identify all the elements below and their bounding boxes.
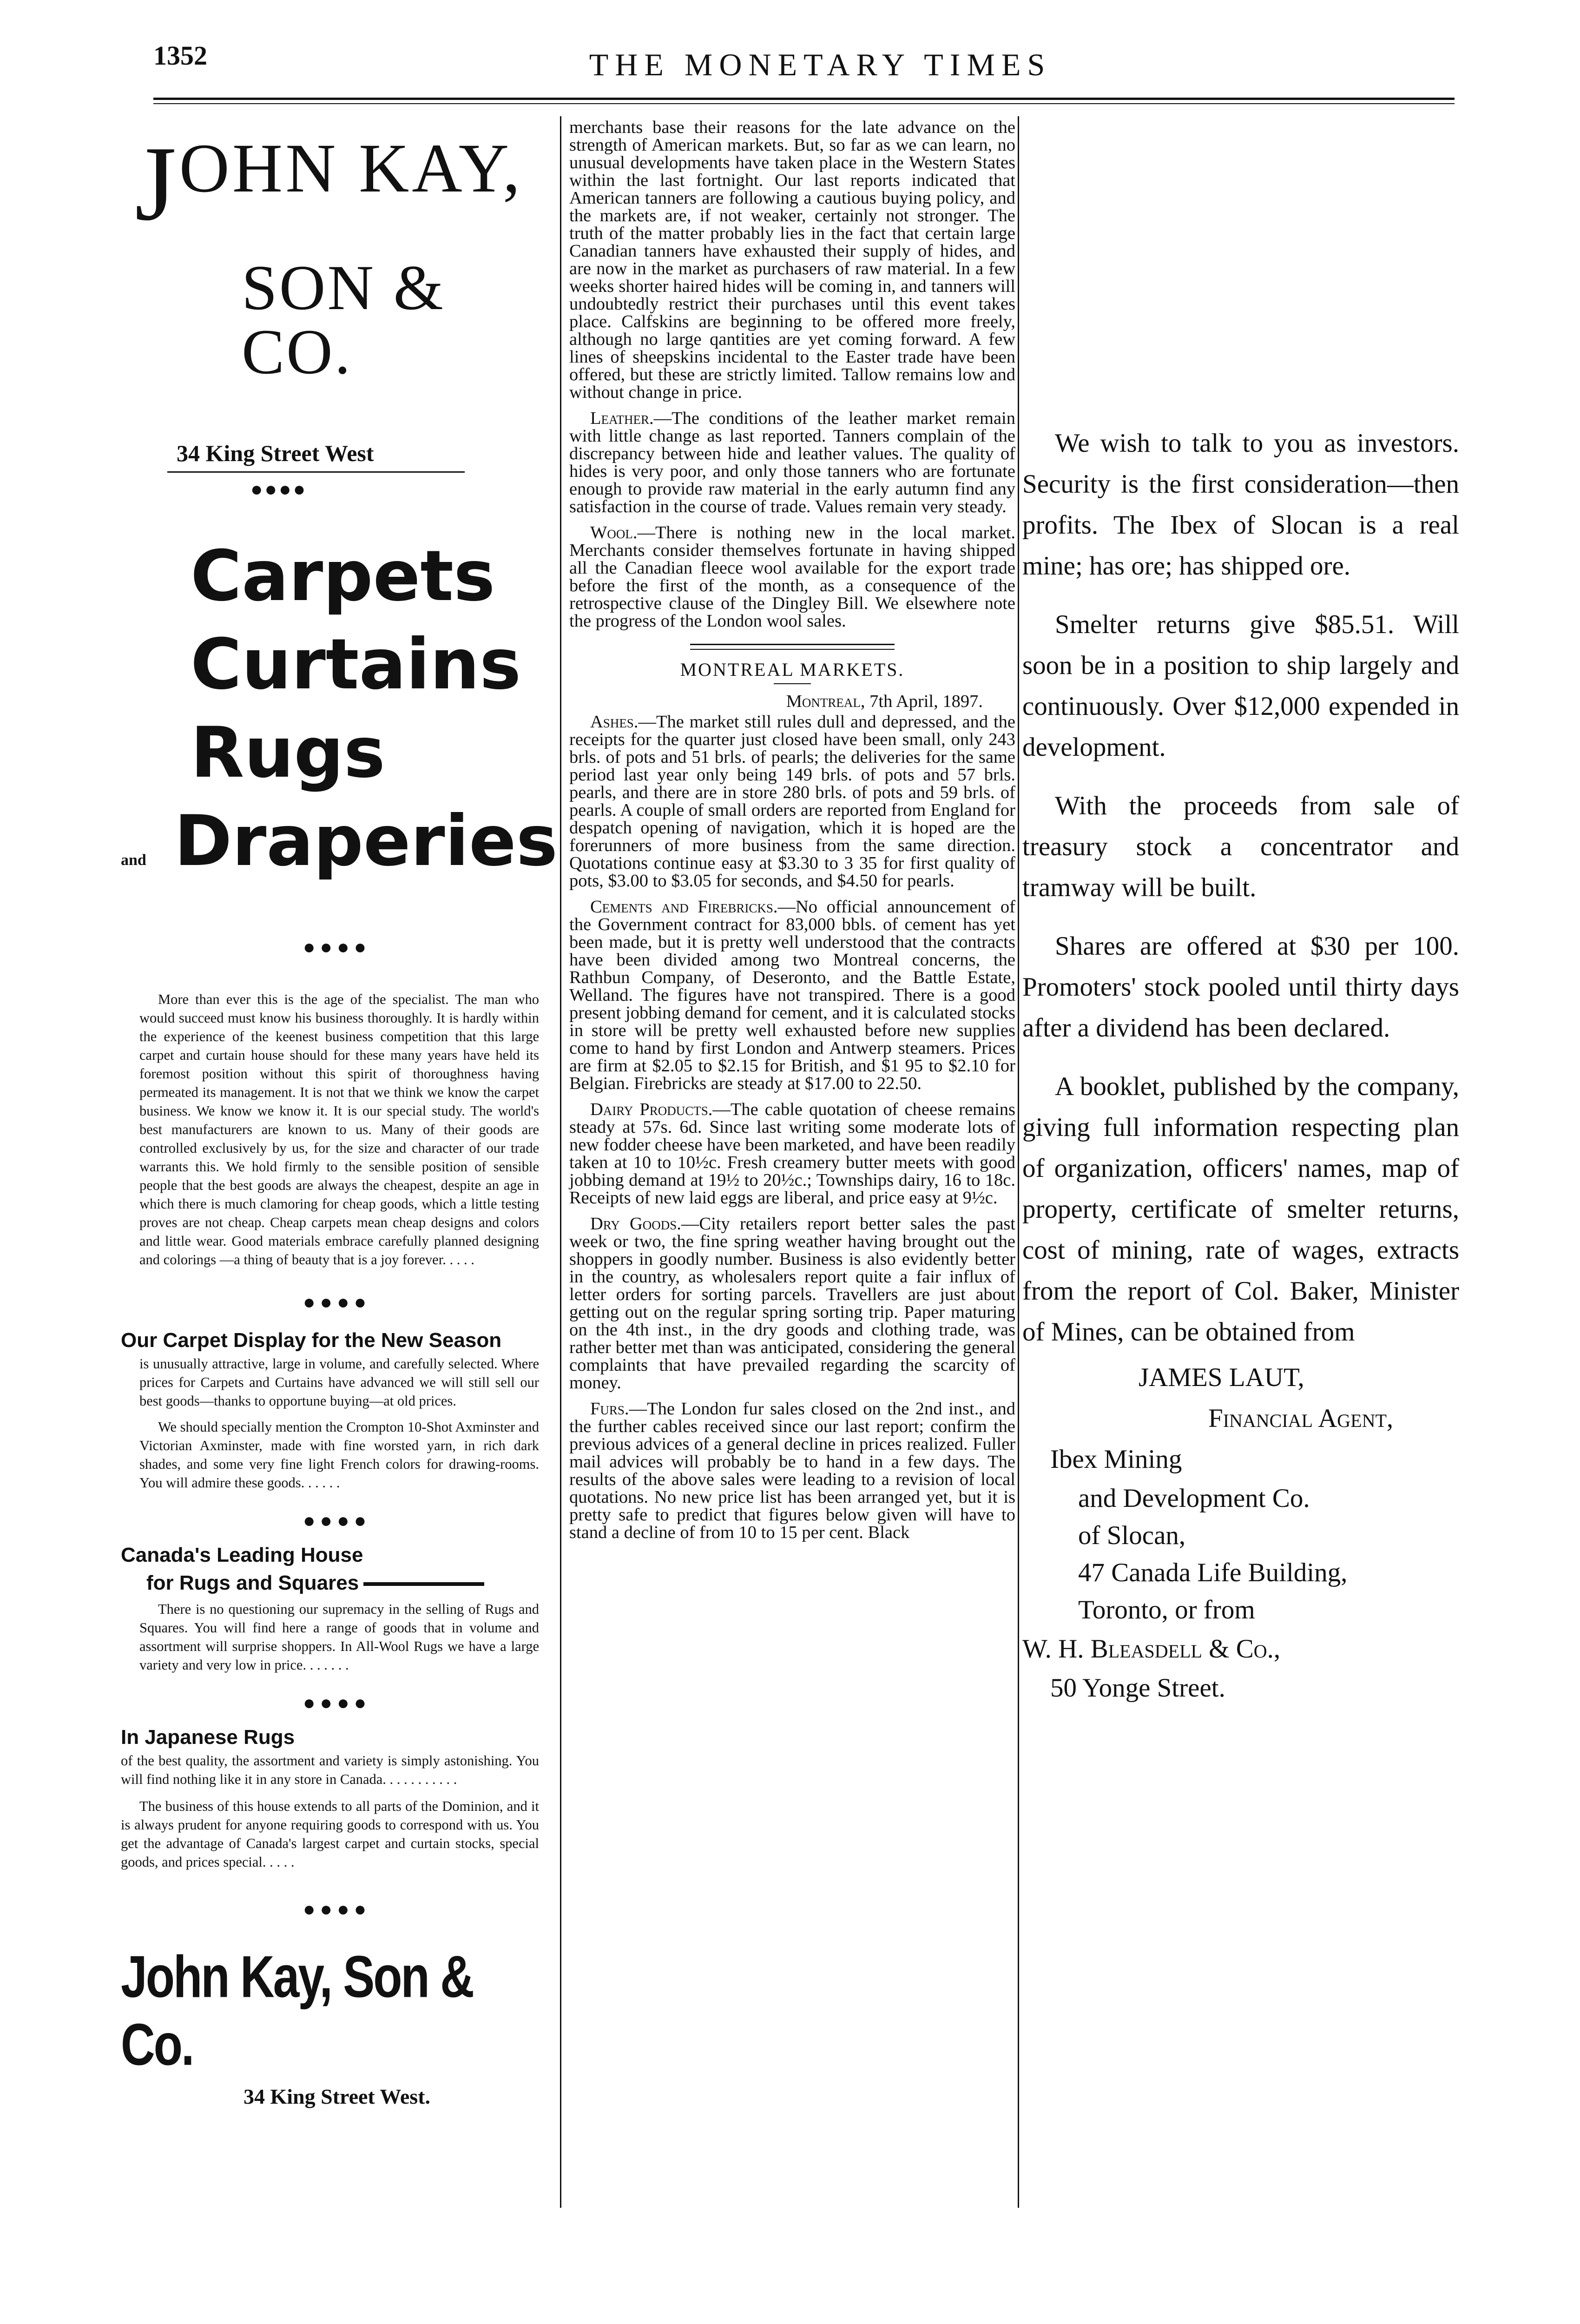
wool-text: —There is nothing new in the local market. Merchants consider themselves fortunate in having shipped all the Canadian fleece wool available for the export trade before the first of the month, as a consequence of the retrospective clause of the Dingley Bill. We elsewhere note the progress of the London wool sales. [569,523,1015,631]
agent-address-1: 47 Canada Life Building, [1078,1558,1348,1587]
company-name-1: Ibex Mining [1050,1445,1182,1474]
ashes-heading: Ashes. [590,712,639,732]
ad-heading-swash [363,1582,484,1586]
wool-paragraph [569,524,1015,630]
ad-product-list [121,532,558,905]
column-rule-left [560,116,561,2208]
ad-ornament-dots: ●●●● [250,478,308,501]
agent-title: Financial Agent, [1208,1404,1394,1433]
product-carpets: Carpets [191,536,495,617]
ibex-advertisement [1022,423,1459,1707]
ad-japanese-rugs-text: of the best quality, the assortment and variety is simply astonishing. You will find nothing like it in any store in Canada. . . . . . . . . . . [121,1753,539,1787]
wool-heading: Wool. [590,523,638,542]
masthead: THE MONETARY TIMES [589,47,1052,82]
ibex-paragraph-smelter: Smelter returns give $85.51. Will soon be in a position to ship largely and continuously. Over $12,000 expended in development. [1022,610,1459,762]
ad-heading-carpet-display: Our Carpet Display for the New Season [121,1329,502,1352]
agent-name: JAMES LAUT, [1139,1363,1304,1392]
furs-heading: Furs. [590,1399,629,1419]
ashes-paragraph [569,713,1015,890]
column-rule-right [1018,116,1019,2208]
market-report-column [569,119,1015,1541]
ad-firm-name-line2: SON & CO. [242,252,445,387]
alternate-agent: W. H. Bleasdell & Co., [1022,1634,1281,1664]
ad-footer-firm-name: John Kay, Son & Co. [121,1943,473,2078]
cements-paragraph [569,898,1015,1092]
ibex-paragraph-proceeds: With the proceeds from sale of treasury stock a concentrator and tramway will be built. [1022,791,1459,902]
dateline-date: 7th April, 1897. [869,692,983,711]
ad-footer-address: 34 King Street West. [243,2085,431,2108]
ad-heading-japanese-rugs: In Japanese Rugs [121,1726,295,1749]
cements-heading: Cements and Firebricks. [590,897,778,917]
section-divider: ●●●● [303,1691,371,1714]
leather-heading: Leather. [590,409,654,428]
section-divider: ●●●● [303,1509,371,1532]
section-rule [690,644,895,645]
section-divider: ●●●● [303,1291,371,1314]
ashes-text: —The market still rules dull and depressed, and the receipts for the quarter just closed have been small, only 243 brls. of pots and 51 brls. of pearls; the deliveries for the same period last year only being 149 brls. of pots and 57 brls. pearls, and there are in store 280 brls. of pots and 59 brls. of pearls. A couple of small orders are reported from England for despatch opening of navigation, which it is hoped are the forerunners of more business from the same direction. Quotations continue easy at $3.30 to 3 35 for first quality of pots, $3.00 to $3.05 for seconds, and $4.50 for pearls. [569,712,1015,891]
section-rule [690,649,895,650]
title-rule [774,683,811,684]
company-name-2: and Development Co. [1078,1484,1310,1513]
cements-text: —No official announcement of the Government contract for 83,000 bbls. of cement has yet been made, but it is pretty well understood that the contracts have been divided among two Montreal concerns, the Rathbun Company, of Deseronto, and the Battle Estate, Welland. The figures have not transpired. There is a good present jobbing demand for cement, and it is calculated stocks in store will be pretty well exhausted before new supplies come to hand by first London and Antwerp steamers. Prices are firm at $2.05 to $2.15 for British, and $1 95 to $2.10 for Belgian. Firebricks are steady at $17.00 to 22.50. [569,897,1015,1093]
ad-heading-leading-house: Canada's Leading House [121,1544,363,1566]
john-kay-advertisement [121,124,558,2109]
dateline-place: Montreal, [786,692,865,711]
ibex-paragraph-shares: Shares are offered at $30 per 100. Promoters' stock pooled until thirty days after a dividend has been declared. [1022,931,1459,1043]
product-rugs: Rugs [191,713,385,793]
furs-paragraph [569,1400,1015,1541]
company-name-3: of Slocan, [1078,1521,1186,1550]
montreal-markets-title: MONTREAL MARKETS. [680,659,905,680]
ad-carpet-display-text: is unusually attractive, large in volume, and carefully selected. Where prices for Carpets and Curtains have advanced we will still sell our best goods—thanks to opportune buying—at old prices. [139,1356,539,1409]
header-rule [153,98,1455,100]
dry-goods-heading: Dry Goods. [590,1214,681,1234]
ad-address-rule [167,471,465,473]
section-divider: ●●●● [303,936,371,958]
ad-firm-name-rest: OHN KAY, [179,130,523,207]
dry-goods-text: —City retailers report better sales the past week or two, the fine spring weather having brought out the shoppers in goodly number. Business is also evidently better in the country, as wholesalers report quite a fair influx of letter orders for sorting parcels. Travellers are just about getting out on the regular spring sorting trip. Paper maturing on the 4th inst., in the dry goods and clothing trade, was rather better met than was anticipated, considering the general complaints that have prevailed regarding the scarcity of money. [569,1214,1015,1393]
ad-address: 34 King Street West [177,440,374,466]
product-curtains: Curtains [191,624,521,705]
dateline [569,693,1015,710]
page-number: 1352 [153,40,207,71]
dairy-paragraph [569,1101,1015,1207]
agent-address-2: Toronto, or from [1078,1595,1255,1624]
and-word: and [121,852,146,869]
header-rule-thin [153,103,1455,104]
ad-dominion-text: The business of this house extends to all parts of the Dominion, and it is always prudent for anyone requiring goods to correspond with us. You get the advantage of Canada's largest carpet and curtain stocks, special goods, and prices special. . . . . [121,1798,539,1870]
ad-heading-rugs-squares [146,1569,553,1597]
section-divider: ●●●● [303,1898,371,1921]
ad-rugs-text: There is no questioning our supremacy in the selling of Rugs and Squares. You will find here a range of goods that in volume and assortment will surprise shoppers. In All-Wool Rugs we have a large variety and very low in price. . . . . . . [139,1601,539,1673]
alternate-agent-address: 50 Yonge Street. [1050,1673,1225,1703]
product-draperies: Draperies [174,801,558,882]
leather-text: —The conditions of the leather market remain with little change as last reported. Tanners complain of the discrepancy between hide and leather values. The quality of hides is very poor, and only those tanners who are fortunate enough to provide raw material in the early autumn find any satisfaction in the course of trade. Values remain very steady. [569,409,1015,516]
hides-paragraph: merchants base their reasons for the late advance on the strength of American markets. But, so far as we can learn, no unusual developments have taken place in the Western States within the last fortnight. Our last reports indicated that American tanners are following a cautious buying policy, and the markets are, if not weaker, certainly not stronger. The truth of the matter probably lies in the fact that certain large Canadian tanners have exhausted their supply of hides, and are now in the market as purchasers of raw material. In a few weeks shorter haired hides will be coming in, and tanners will undoubtedly restrict their purchases until this event takes place. Calfskins are beginning to be offered more freely, although no large qantities are yet coming forward. A few lines of sheepskins incidental to the Easter trade have been offered, but these are strictly limited. Tallow remains low and without change in price. [569,118,1015,402]
dairy-text: —The cable quotation of cheese remains steady at 57s. 6d. Since last writing some moderate lots of new fodder cheese have been marketed, and have been readily taken at 10 to 10½c. Fresh creamery butter meets with good jobbing demand at 19½ to 20½c.; Townships dairy, 16 to 18c. Receipts of new laid eggs are liberal, and price easy at 9½c. [569,1100,1015,1208]
ad-firm-initial: J [135,124,179,243]
ibex-paragraph-investors: We wish to talk to you as investors. Security is the first consideration—then profits. The Ibex of Slocan is a real mine; has ore; has shipped ore. [1022,429,1459,581]
ad-intro-text: More than ever this is the age of the specialist. The man who would succeed must know his business thoroughly. It is hardly within the experience of the keenest business competition that this large carpet and curtain house should for these many years have held its foremost position without this spirit of thoroughness having permeated its management. It is not that we think we know the carpet business. We know we know it. It is our special study. The world's best manufacturers are known to us. Many of their goods are controlled exclusively by us, for the size and character of our trade warrants this. We hold firmly to the sensible position of sensible people that the best goods are always the cheapest, despite an age in which there is much clamoring for cheap goods, which a little testing proves are not cheap. Cheap carpets mean cheap designs and colors and little wear. Good materials embrace carefully planned designing and colorings —a thing of beauty that is a joy forever. . . . . [139,991,539,1268]
dairy-heading: Dairy Products. [590,1100,713,1119]
furs-text: —The London fur sales closed on the 2nd inst., and the further cables received since our last report; confirm the previous advices of a general decline in prices realized. Fuller mail advices will probably be to hand in a few days. The results of the above sales were leading to a revision of local quotations. No new price list has been arranged yet, but it is pretty safe to predict that figures below given will have to stand a decline of from 10 to 15 per cent. Black [569,1399,1015,1542]
ad-heading-rugs-squares-text: for Rugs and Squares [146,1571,359,1594]
ad-firm-name [135,124,553,243]
leather-paragraph [569,409,1015,515]
ibex-paragraph-booklet: A booklet, published by the company, giving full information respecting plan of organization, officers' names, map of property, certificate of smelter returns, cost of mining, rate of wages, extracts from the report of Col. Baker, Minister of Mines, can be obtained from [1022,1072,1459,1347]
ad-axminster-text: We should specially mention the Crompton 10-Shot Axminster and Victorian Axminster, made with fine worsted yarn, in rich dark shades, and some very fine light French colors for drawing-rooms. You will admire these goods. . . . . . [139,1419,539,1491]
dry-goods-paragraph [569,1215,1015,1392]
